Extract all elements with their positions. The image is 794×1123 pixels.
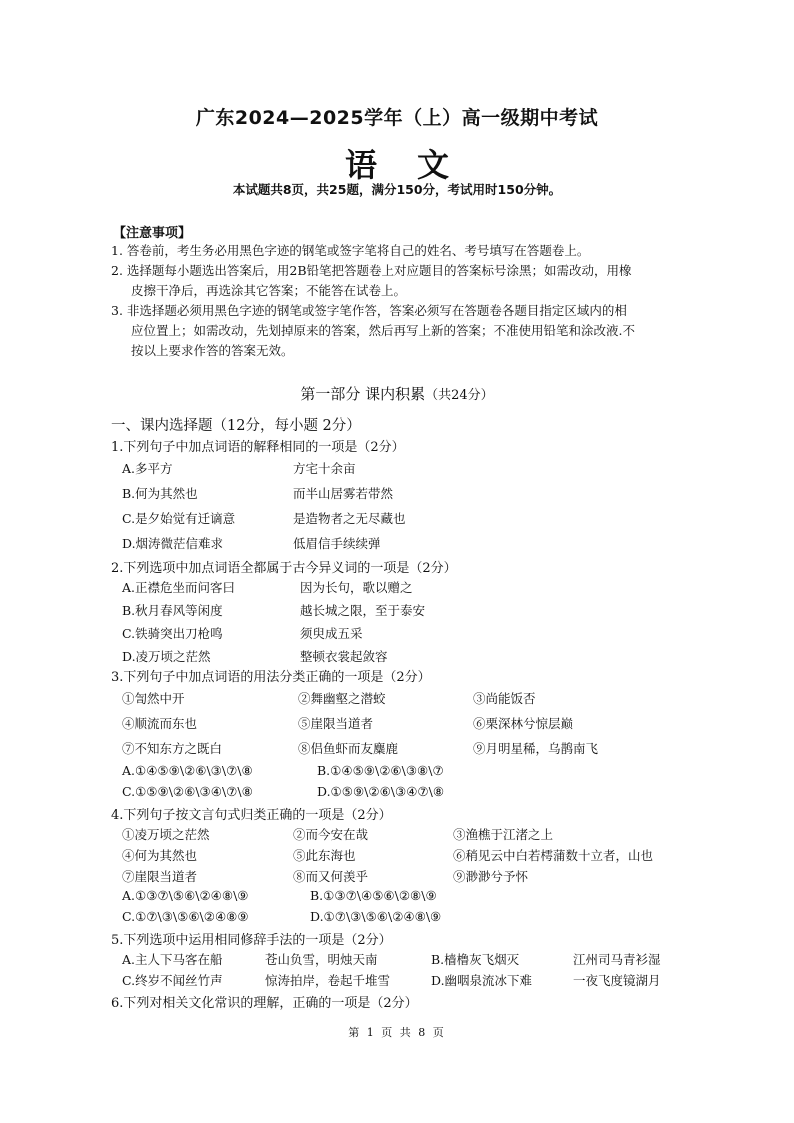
q2-row-c-left: C.铁骑突出刀枪鸣 (122, 626, 223, 641)
q4-item-6: ⑥稍见云中白若樗蒲数十立者，山也 (453, 848, 654, 863)
q3-item-2: ②舞幽壑之潜蛟 (298, 691, 386, 706)
q4-item-2: ②而今安在哉 (293, 827, 369, 842)
q1-row-d-right: 低眉信手续续弹 (293, 536, 381, 551)
q3-item-1: ①訇然中开 (122, 691, 185, 706)
q4-item-7: ⑦崖限当道者 (122, 869, 198, 884)
q3-item-8: ⑧侣鱼虾而友麋鹿 (298, 741, 399, 756)
q5-option-a-2: 苍山负雪，明烛天南 (265, 952, 378, 967)
q4-option-c: C.①⑦\③\⑤⑥\②④⑧⑨ (122, 909, 249, 924)
q1-row-c-left: C.是夕始觉有迁谪意 (122, 511, 236, 526)
question-6-stem: 6.下列对相关文化常识的理解，正确的一项是（2分） (111, 996, 418, 1011)
question-2-stem: 2.下列选项中加点词语全都属于古今异义词的一项是（2分） (111, 561, 457, 576)
q5-option-a-1: A.主人下马客在船 (122, 952, 223, 967)
q4-option-a: A.①③⑦\⑤⑥\②④⑧\⑨ (122, 888, 249, 903)
q4-option-b: B.①③⑦\④⑤⑥\②⑧\⑨ (310, 888, 437, 903)
notice-item-2: 2. 选择题每小题选出答案后，用2B铅笔把答题卷上对应题目的答案标号涂黑；如需改动，用橡 皮擦干净后，再选涂其它答案；不能答在试卷上。 (111, 263, 632, 298)
q5-option-d-1: D.幽咽泉流冰下难 (431, 973, 533, 988)
q4-item-4: ④何为其然也 (122, 848, 198, 863)
q1-row-c-right: 是造物者之无尽藏也 (293, 511, 406, 526)
q5-option-c-2: 惊涛拍岸，卷起千堆雪 (265, 973, 391, 988)
q4-item-3: ③渔樵于江渚之上 (453, 827, 554, 842)
q4-item-1: ①凌万顷之茫然 (122, 827, 210, 842)
question-3-stem: 3.下列句子中加点词语的用法分类正确的一项是（2分） (111, 670, 431, 685)
q2-row-b-left: B.秋月春风等闲度 (122, 603, 223, 618)
q4-item-8: ⑧而又何羡乎 (293, 869, 369, 884)
q4-option-d: D.①⑦\③\⑤⑥\②④⑧\⑨ (310, 909, 442, 924)
q3-item-7: ⑦不知东方之既白 (122, 741, 223, 756)
q2-row-c-right: 须臾成五采 (300, 626, 363, 641)
section-title: 一、课内选择题（12分，每小题 2分） (111, 418, 361, 434)
q3-item-6: ⑥栗深林兮惊层巅 (473, 716, 574, 731)
q3-item-4: ④顺流而东也 (122, 716, 198, 731)
q5-option-c-1: C.终岁不闻丝竹声 (122, 973, 223, 988)
q2-row-d-left: D.凌万顷之茫然 (122, 649, 211, 664)
q1-row-a-left: A.多平方 (122, 461, 173, 476)
page-footer: 第 1 页 共 8 页 (348, 1026, 446, 1039)
question-5-stem: 5.下列选项中运用相同修辞手法的一项是（2分） (111, 933, 392, 948)
notice-item-3: 3. 非选择题必须用黑色字迹的钢笔或签字笔作答，答案必须写在答题卷各题目指定区域内的相 应位置上；如需改动，先划掉原来的答案，然后再写上新的答案；不准使用铅笔和涂改液.不 按以上要求作答的答案无效。 (111, 303, 635, 358)
q2-row-d-right: 整顿衣裳起敛容 (300, 649, 388, 664)
q5-option-d-2: 一夜飞度镜湖月 (573, 973, 661, 988)
q1-row-b-right: 而半山居雾若带然 (293, 486, 394, 501)
q3-item-3: ③尚能饭否 (473, 691, 536, 706)
q5-option-b-1: B.樯橹灰飞烟灭 (431, 952, 520, 967)
q1-row-a-right: 方宅十余亩 (293, 461, 356, 476)
part-points: （共24分） (425, 388, 494, 403)
q5-option-b-2: 江州司马青衫湿 (573, 952, 661, 967)
q3-option-b: B.①④⑤⑨\②⑥\③⑧\⑦ (317, 763, 444, 778)
q2-row-b-right: 越长城之限，至于泰安 (300, 603, 426, 618)
q2-row-a-right: 因为长句，歌以赠之 (300, 580, 413, 595)
q3-item-9: ⑨月明星稀，乌鹊南飞 (473, 741, 599, 756)
notice-title: 【注意事项】 (113, 226, 192, 241)
q3-option-d: D.①⑤⑨\②⑥\③④⑦\⑧ (317, 784, 445, 799)
question-1-stem: 1.下列句子中加点词语的解释相同的一项是（2分） (111, 440, 405, 455)
q3-item-5: ⑤崖限当道者 (298, 716, 374, 731)
q3-option-a: A.①④⑤⑨\②⑥\③\⑦\⑧ (122, 763, 253, 778)
subject-title: 语文 (344, 146, 489, 184)
q1-row-b-left: B.何为其然也 (122, 486, 198, 501)
q2-row-a-left: A.正襟危坐而问客曰 (122, 580, 236, 595)
question-4-stem: 4.下列句子按文言句式归类正确的一项是（2分） (111, 808, 392, 823)
q3-option-c: C.①⑤⑨\②⑥\③④\⑦\⑧ (122, 784, 253, 799)
q4-item-9: ⑨渺渺兮予怀 (453, 869, 529, 884)
exam-title: 广东2024—2025学年（上）高一级期中考试 (195, 107, 599, 129)
q4-item-5: ⑤此东海也 (293, 848, 356, 863)
part-title: 第一部分 课内积累（共24分） (300, 385, 494, 403)
notice-item-1: 1. 答卷前，考生务必用黑色字迹的钢笔或签字笔将自己的姓名、考号填写在答题卷上。 (111, 243, 590, 258)
exam-info: 本试题共8页，共25题，满分150分，考试用时150分钟。 (232, 182, 562, 197)
q1-row-d-left: D.烟涛微茫信难求 (122, 536, 224, 551)
